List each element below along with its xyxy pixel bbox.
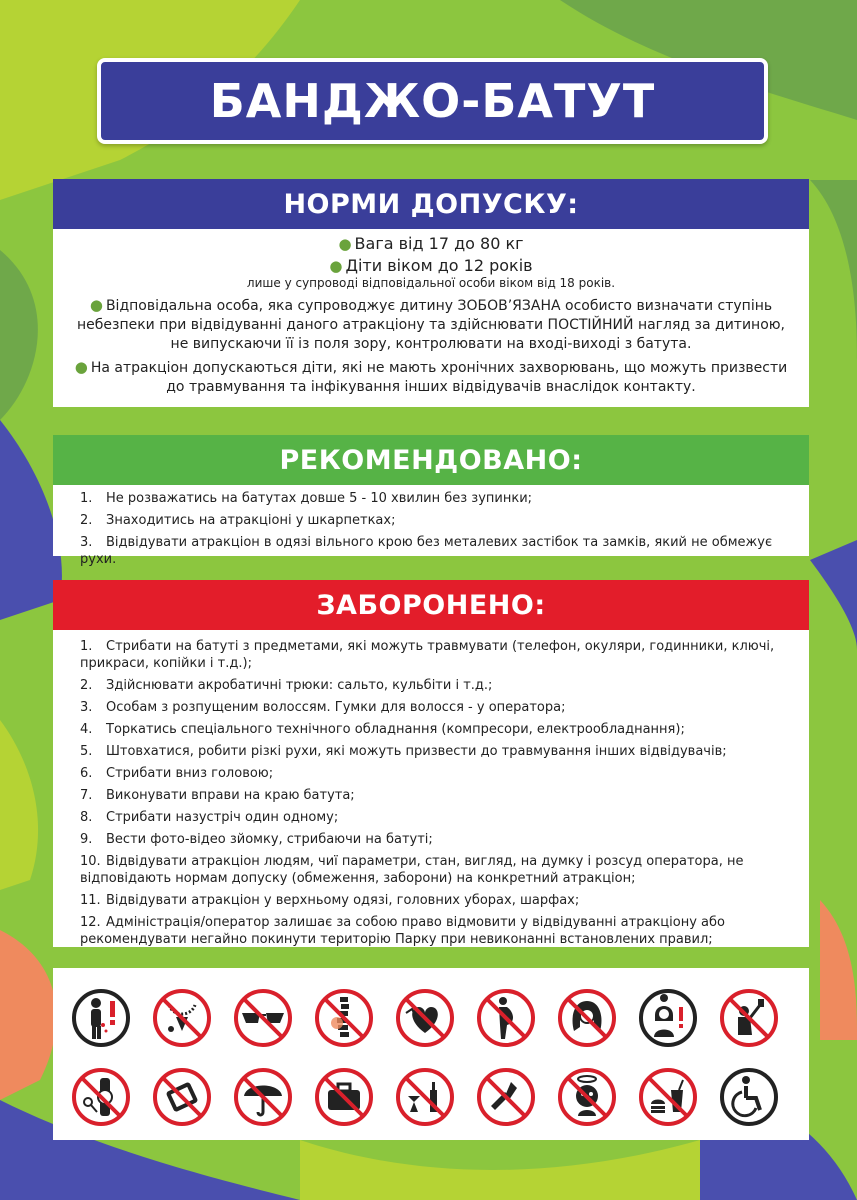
recommended-heading: РЕКОМЕНДОВАНО:: [53, 435, 809, 485]
no-heart-condition-icon: [389, 987, 461, 1049]
list-item: 1. Не розважатись на батутах довше 5 - 10 хвилин без зупинки;: [80, 491, 533, 506]
list-item: 12. Адміністрація/оператор залишає за собою право відмовити у відвідуванні атракціону або рекомендувати негайно покинути територію Парку при невиконанні встановлених правил;: [80, 915, 725, 947]
forbidden-list: [53, 638, 809, 948]
pictogram-panel: [53, 968, 809, 1140]
list-item: 10. Відвідувати атракціон людям, чиї параметри, стан, вигляд, на думку і розсуд оператора, не відповідають нормам допуску (обмеження, заборони) на конкретний атракціон;: [80, 854, 744, 886]
list-item: 2. Знаходитись на атракціоні у шкарпетках;: [80, 513, 396, 528]
health-rule: ● На атракціон допускаються діти, які не мають хронічних захворювань, що можуть призвести до травмування та інфікування інших відвідувачів внаслідок контакту.: [74, 358, 788, 395]
no-injured-person-icon: [65, 987, 137, 1049]
list-item: 9. Вести фото-відео зйомку, стрибаючи на батуті;: [80, 832, 433, 847]
age-note: лише у супроводі відповідальної особи віком від 18 років.: [246, 276, 616, 290]
no-spine-injury-icon: [308, 987, 380, 1049]
responsible-person-rule: ● Відповідальна особа, яка супроводжує дитину ЗОБОВ’ЯЗАНА особисто визначати ступінь небезпеки при відвідуванні даного атракціону та здійснювати ПОСТІЙНИЙ нагляд за дитиною, не випускаючи її із поля зору, контролювати на вході-виході з батута.: [76, 296, 785, 352]
wheelchair-icon: [713, 1066, 785, 1128]
list-item: 7. Виконувати вправи на краю батута;: [80, 788, 355, 803]
no-selfie-icon: [713, 987, 785, 1049]
no-phone-icon: [146, 1066, 218, 1128]
list-item: 1. Стрибати на батуті з предметами, які можуть травмувати (телефон, окуляри, годинники, ключі, прикраси, копійки і т.д.);: [80, 639, 775, 671]
no-loose-hair-icon: [551, 987, 623, 1049]
no-bags-icon: [308, 1066, 380, 1128]
no-watch-keys-icon: [65, 1066, 137, 1128]
no-pregnant-icon: [470, 987, 542, 1049]
forbidden-heading: ЗАБОРОНЕНО:: [53, 580, 809, 630]
list-item: 11. Відвідувати атракціон у верхньому одязі, головних уборах, шарфах;: [80, 893, 580, 908]
hair-tie-warning-icon: [632, 987, 704, 1049]
no-jewelry-icon: [146, 987, 218, 1049]
no-sharp-objects-icon: [470, 1066, 542, 1128]
bullet-icon: ●: [89, 296, 103, 314]
page-title: БАНДЖО-БАТУТ: [97, 58, 768, 144]
list-item: 8. Стрибати назустріч один одному;: [80, 810, 339, 825]
no-dizziness-icon: [551, 1066, 623, 1128]
recommended-panel: [53, 435, 809, 567]
list-item: 5. Штовхатися, робити різкі рухи, які можуть призвести до травмування інших відвідувачів;: [80, 744, 727, 759]
no-umbrella-icon: [227, 1066, 299, 1128]
list-item: 6. Стрибати вниз головою;: [80, 766, 274, 781]
forbidden-panel: [53, 580, 809, 947]
list-item: 3. Особам з розпущеним волоссям. Гумки для волосся - у оператора;: [80, 700, 566, 715]
age-rule: ● Діти віком до 12 років: [329, 256, 533, 275]
no-food-drinks-icon: [632, 1066, 704, 1128]
list-item: 2. Здійснювати акробатичні трюки: сальто, кульбіти і т.д.;: [80, 678, 493, 693]
recommended-list: [53, 490, 809, 568]
no-alcohol-drugs-icon: [389, 1066, 461, 1128]
bullet-icon: ●: [74, 358, 88, 376]
admission-norms-panel: [53, 179, 809, 407]
list-item: 4. Торкатись спеціального технічного обладнання (компресори, електрообладнання);: [80, 722, 685, 737]
list-item: 3. Відвідувати атракціон в одязі вільного крою без металевих застібок та замків, який не обмежує рухи.: [80, 535, 773, 567]
bullet-icon: ●: [329, 257, 343, 275]
weight-rule: ● Вага від 17 до 80 кг: [338, 234, 524, 253]
no-glasses-icon: [227, 987, 299, 1049]
admission-norms-heading: НОРМИ ДОПУСКУ:: [53, 179, 809, 229]
bullet-icon: ●: [338, 235, 352, 253]
